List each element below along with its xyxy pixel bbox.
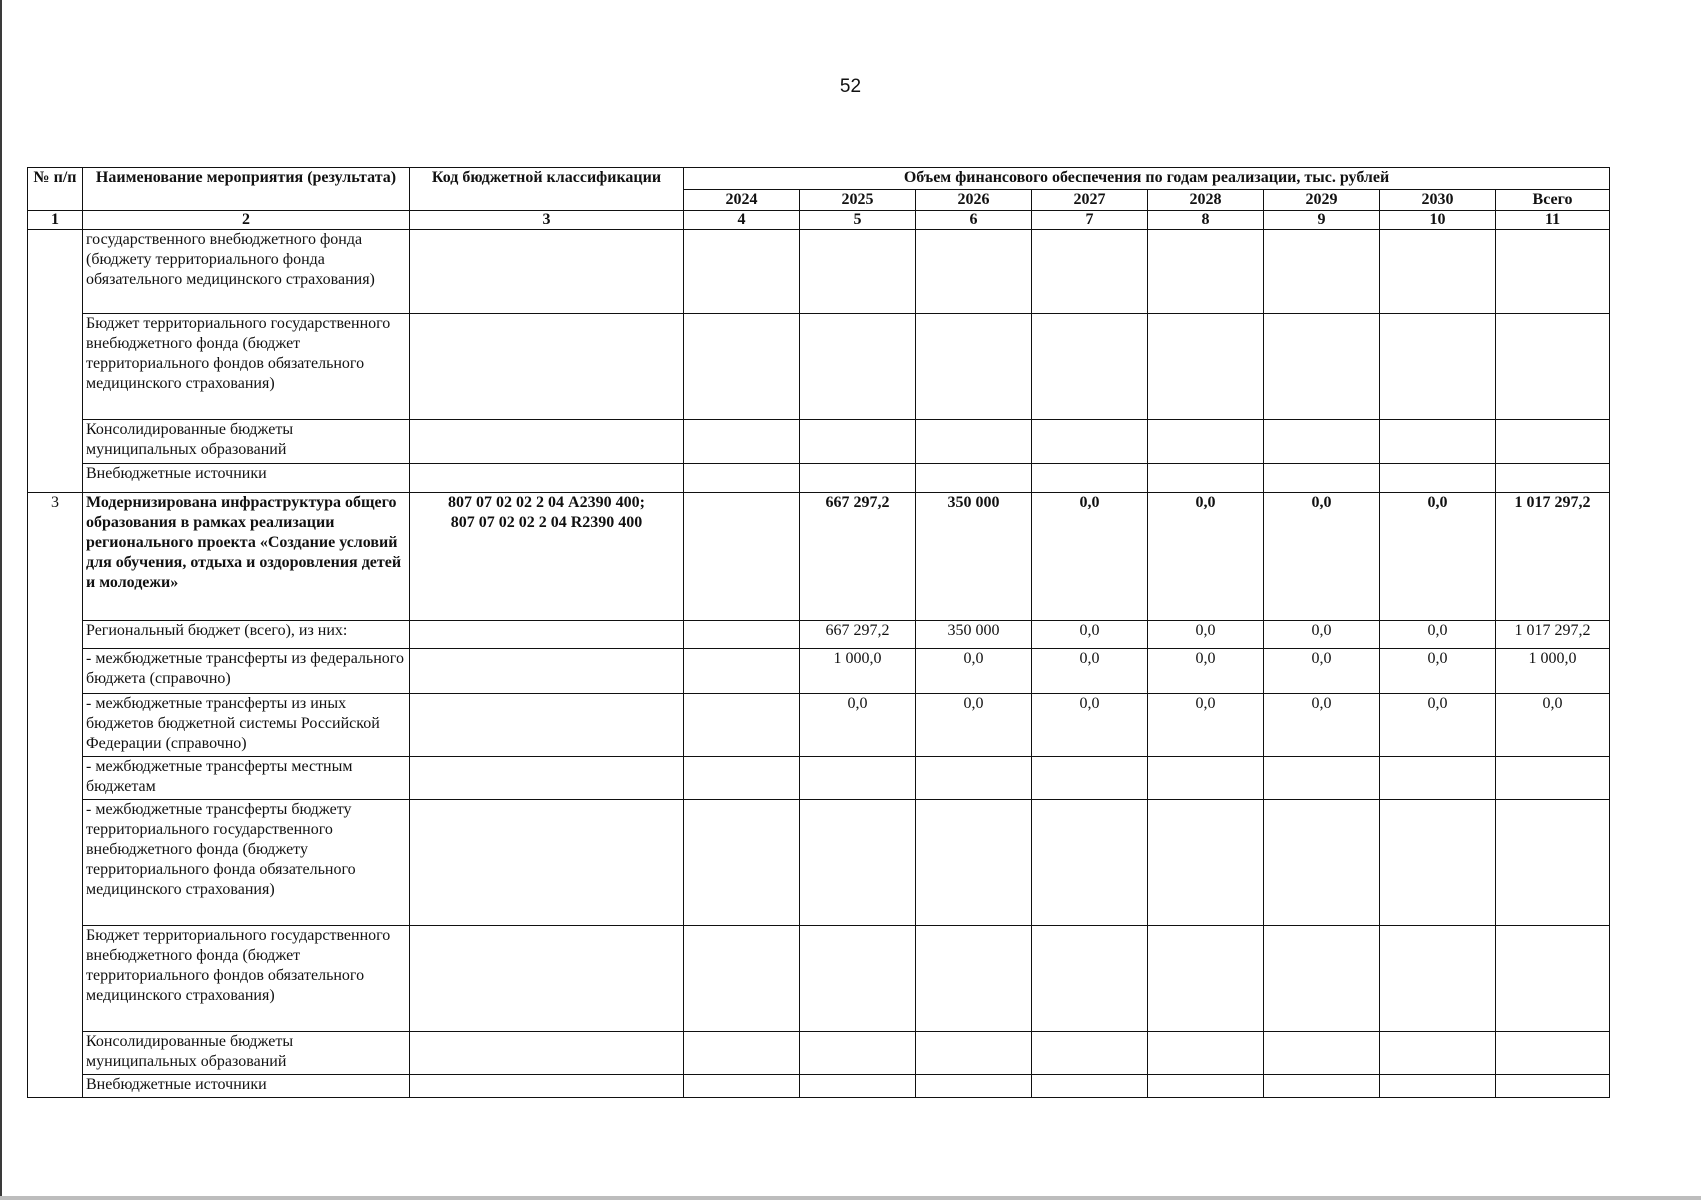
value-cell bbox=[684, 420, 800, 464]
header-row-1 bbox=[28, 168, 1610, 190]
value-cell bbox=[684, 926, 800, 1032]
value-cell bbox=[1032, 230, 1148, 314]
value-cell bbox=[1380, 464, 1496, 493]
value-cell bbox=[684, 230, 800, 314]
value-cell bbox=[1380, 314, 1496, 420]
value-cell: 1 000,0 bbox=[1496, 649, 1610, 694]
table-row bbox=[28, 420, 1610, 464]
continuation-number-cell bbox=[28, 230, 83, 493]
header-year: 2024 bbox=[684, 190, 800, 211]
row-label: - межбюджетные трансферты местным бюджетам bbox=[83, 757, 410, 800]
value-cell: 0,0 bbox=[1148, 694, 1264, 757]
table-row bbox=[28, 757, 1610, 800]
page-number: 52 bbox=[839, 76, 862, 97]
column-number: 3 bbox=[410, 211, 684, 230]
table-row bbox=[28, 314, 1610, 420]
value-cell bbox=[1496, 420, 1610, 464]
item-title: Модернизирована инфраструктура общего образования в рамках реализации регионального проекта «Создание условий для обучения, отдыха и оздоровления детей и молодежи» bbox=[83, 493, 410, 621]
column-number: 6 bbox=[916, 211, 1032, 230]
column-number: 2 bbox=[83, 211, 410, 230]
value-cell: 0,0 bbox=[1032, 694, 1148, 757]
value-cell bbox=[1148, 757, 1264, 800]
value-cell bbox=[1032, 420, 1148, 464]
value-cell bbox=[916, 800, 1032, 926]
code-cell bbox=[410, 1032, 684, 1075]
value-cell bbox=[800, 464, 916, 493]
value-cell bbox=[1264, 757, 1380, 800]
value-cell: 0,0 bbox=[1264, 649, 1380, 694]
value-cell bbox=[1496, 464, 1610, 493]
column-number: 7 bbox=[1032, 211, 1148, 230]
row-label: Консолидированные бюджеты муниципальных образований bbox=[83, 1032, 410, 1075]
value-cell bbox=[1148, 464, 1264, 493]
budget-code-line: 807 07 02 02 2 04 А2390 400; bbox=[448, 494, 645, 511]
value-cell: 1 017 297,2 bbox=[1496, 493, 1610, 621]
value-cell: 0,0 bbox=[1380, 621, 1496, 649]
scan-left-edge bbox=[0, 0, 2, 1200]
column-number-row bbox=[28, 211, 1610, 230]
row-label: Консолидированные бюджеты муниципальных образований bbox=[83, 420, 410, 464]
value-cell: 350 000 bbox=[916, 621, 1032, 649]
value-cell: 0,0 bbox=[1264, 621, 1380, 649]
value-cell bbox=[1264, 926, 1380, 1032]
value-cell bbox=[1032, 314, 1148, 420]
value-cell bbox=[684, 649, 800, 694]
table-row bbox=[28, 694, 1610, 757]
header-funding: Объем финансового обеспечения по годам реализации, тыс. рублей bbox=[684, 168, 1610, 190]
value-cell: 0,0 bbox=[1032, 621, 1148, 649]
value-cell: 0,0 bbox=[1380, 694, 1496, 757]
code-cell bbox=[410, 464, 684, 493]
code-cell bbox=[410, 694, 684, 757]
item-3-title-row bbox=[28, 493, 1610, 621]
column-number: 8 bbox=[1148, 211, 1264, 230]
value-cell bbox=[1032, 926, 1148, 1032]
value-cell bbox=[916, 464, 1032, 493]
column-number: 10 bbox=[1380, 211, 1496, 230]
header-year: 2030 bbox=[1380, 190, 1496, 211]
header-name: Наименование мероприятия (результата) bbox=[83, 168, 410, 211]
value-cell bbox=[1032, 1075, 1148, 1098]
value-cell bbox=[1380, 420, 1496, 464]
code-cell bbox=[410, 314, 684, 420]
row-label: - межбюджетные трансферты из федерального бюджета (справочно) bbox=[83, 649, 410, 694]
table-row bbox=[28, 464, 1610, 493]
value-cell bbox=[684, 800, 800, 926]
value-cell: 0,0 bbox=[1148, 621, 1264, 649]
value-cell bbox=[1496, 757, 1610, 800]
value-cell bbox=[684, 757, 800, 800]
item-number: 3 bbox=[28, 493, 83, 1098]
row-label: государственного внебюджетного фонда (бюджету территориального фонда обязательного медицинского страхования) bbox=[83, 230, 410, 314]
table-row bbox=[28, 800, 1610, 926]
value-cell bbox=[684, 1032, 800, 1075]
value-cell bbox=[1032, 800, 1148, 926]
value-cell bbox=[1264, 230, 1380, 314]
value-cell bbox=[1496, 926, 1610, 1032]
value-cell bbox=[1380, 757, 1496, 800]
value-cell: 0,0 bbox=[1032, 493, 1148, 621]
value-cell: 0,0 bbox=[1496, 694, 1610, 757]
value-cell bbox=[916, 230, 1032, 314]
value-cell bbox=[1148, 314, 1264, 420]
value-cell: 0,0 bbox=[916, 694, 1032, 757]
value-cell bbox=[1380, 926, 1496, 1032]
code-cell bbox=[410, 621, 684, 649]
row-label: - межбюджетные трансферты бюджету территориального государственного внебюджетного фонда (бюджету территориального фонда обязательного медицинского страхования) bbox=[83, 800, 410, 926]
financing-table bbox=[27, 167, 1610, 1098]
value-cell bbox=[684, 621, 800, 649]
table-row bbox=[28, 1075, 1610, 1098]
value-cell: 0,0 bbox=[800, 694, 916, 757]
value-cell bbox=[1264, 1075, 1380, 1098]
value-cell: 0,0 bbox=[1148, 649, 1264, 694]
value-cell bbox=[800, 800, 916, 926]
value-cell bbox=[1148, 926, 1264, 1032]
code-cell bbox=[410, 757, 684, 800]
value-cell bbox=[1264, 420, 1380, 464]
header-year: 2025 bbox=[800, 190, 916, 211]
value-cell bbox=[1148, 1075, 1264, 1098]
header-year: 2026 bbox=[916, 190, 1032, 211]
value-cell bbox=[1032, 464, 1148, 493]
value-cell: 0,0 bbox=[1032, 649, 1148, 694]
value-cell bbox=[1380, 1032, 1496, 1075]
value-cell bbox=[800, 230, 916, 314]
value-cell bbox=[1380, 800, 1496, 926]
value-cell bbox=[1496, 1032, 1610, 1075]
value-cell bbox=[684, 314, 800, 420]
row-label: - межбюджетные трансферты из иных бюджетов бюджетной системы Российской Федерации (справочно) bbox=[83, 694, 410, 757]
value-cell bbox=[1148, 230, 1264, 314]
column-number: 1 bbox=[28, 211, 83, 230]
value-cell bbox=[1148, 1032, 1264, 1075]
row-label: Внебюджетные источники bbox=[83, 1075, 410, 1098]
value-cell bbox=[800, 314, 916, 420]
value-cell: 667 297,2 bbox=[800, 493, 916, 621]
row-label: Бюджет территориального государственного внебюджетного фонда (бюджет территориального фондов обязательного медицинского страхования) bbox=[83, 926, 410, 1032]
column-number: 11 bbox=[1496, 211, 1610, 230]
code-cell bbox=[410, 926, 684, 1032]
budget-code-line: 807 07 02 02 2 04 R2390 400 bbox=[450, 514, 643, 531]
value-cell bbox=[1496, 230, 1610, 314]
code-cell bbox=[410, 1075, 684, 1098]
table-row bbox=[28, 649, 1610, 694]
value-cell bbox=[1380, 230, 1496, 314]
table-row bbox=[28, 621, 1610, 649]
column-number: 4 bbox=[684, 211, 800, 230]
code-cell bbox=[410, 230, 684, 314]
value-cell bbox=[800, 1075, 916, 1098]
code-cell bbox=[410, 420, 684, 464]
value-cell bbox=[1032, 1032, 1148, 1075]
value-cell bbox=[916, 1032, 1032, 1075]
value-cell: 667 297,2 bbox=[800, 621, 916, 649]
value-cell: 0,0 bbox=[1148, 493, 1264, 621]
value-cell bbox=[1380, 1075, 1496, 1098]
table-row bbox=[28, 230, 1610, 314]
header-num: № п/п bbox=[28, 168, 83, 211]
row-label: Внебюджетные источники bbox=[83, 464, 410, 493]
value-cell bbox=[1264, 1032, 1380, 1075]
scan-bottom-edge bbox=[0, 1196, 1701, 1200]
value-cell bbox=[916, 314, 1032, 420]
value-cell bbox=[1264, 800, 1380, 926]
value-cell bbox=[1032, 757, 1148, 800]
value-cell bbox=[1148, 420, 1264, 464]
value-cell: 0,0 bbox=[1264, 493, 1380, 621]
value-cell: 0,0 bbox=[1380, 649, 1496, 694]
value-cell: 1 017 297,2 bbox=[1496, 621, 1610, 649]
value-cell bbox=[684, 493, 800, 621]
row-label: Региональный бюджет (всего), из них: bbox=[83, 621, 410, 649]
header-total: Всего bbox=[1496, 190, 1610, 211]
value-cell bbox=[916, 926, 1032, 1032]
value-cell bbox=[916, 1075, 1032, 1098]
value-cell: 1 000,0 bbox=[800, 649, 916, 694]
value-cell bbox=[684, 1075, 800, 1098]
column-number: 9 bbox=[1264, 211, 1380, 230]
code-cell bbox=[410, 649, 684, 694]
value-cell bbox=[800, 926, 916, 1032]
value-cell: 0,0 bbox=[1380, 493, 1496, 621]
header-year: 2029 bbox=[1264, 190, 1380, 211]
value-cell bbox=[1264, 314, 1380, 420]
value-cell bbox=[1264, 464, 1380, 493]
budget-code bbox=[410, 493, 684, 621]
value-cell bbox=[1148, 800, 1264, 926]
row-label: Бюджет территориального государственного внебюджетного фонда (бюджет территориального фондов обязательного медицинского страхования) bbox=[83, 314, 410, 420]
value-cell: 0,0 bbox=[916, 649, 1032, 694]
value-cell bbox=[916, 420, 1032, 464]
header-year: 2028 bbox=[1148, 190, 1264, 211]
header-year: 2027 bbox=[1032, 190, 1148, 211]
value-cell bbox=[1496, 800, 1610, 926]
value-cell bbox=[684, 694, 800, 757]
code-cell bbox=[410, 800, 684, 926]
value-cell: 0,0 bbox=[1264, 694, 1380, 757]
table-row bbox=[28, 926, 1610, 1032]
column-number: 5 bbox=[800, 211, 916, 230]
value-cell bbox=[800, 757, 916, 800]
value-cell bbox=[684, 464, 800, 493]
value-cell bbox=[916, 757, 1032, 800]
value-cell bbox=[800, 1032, 916, 1075]
table-row bbox=[28, 1032, 1610, 1075]
value-cell: 350 000 bbox=[916, 493, 1032, 621]
header-code: Код бюджетной классификации bbox=[410, 168, 684, 211]
value-cell bbox=[1496, 1075, 1610, 1098]
value-cell bbox=[800, 420, 916, 464]
value-cell bbox=[1496, 314, 1610, 420]
